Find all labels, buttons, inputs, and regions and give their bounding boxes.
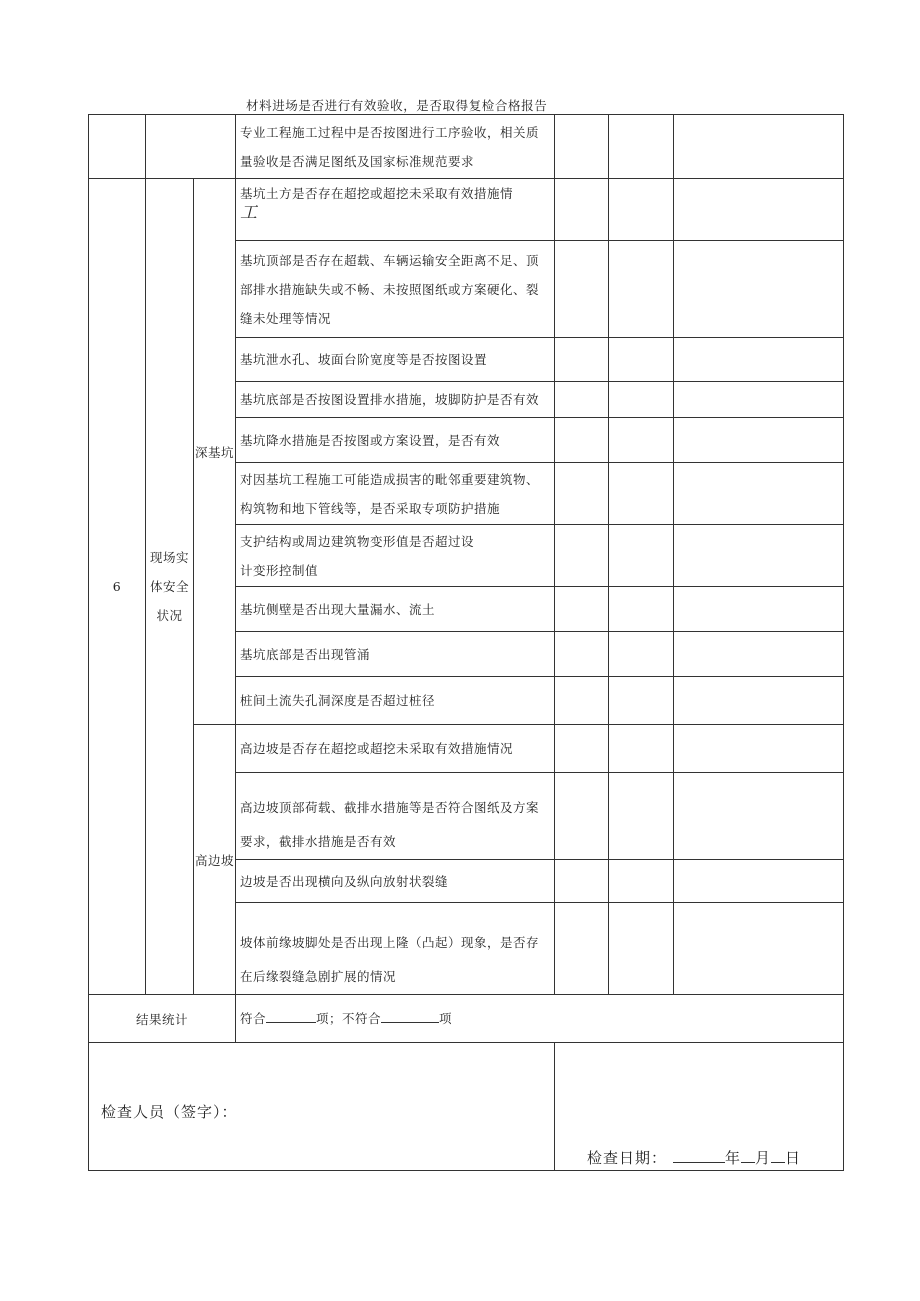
pass-cell[interactable] — [555, 418, 609, 463]
remark-cell[interactable] — [674, 115, 844, 179]
fail-label: 项；不符合 — [316, 1011, 382, 1026]
fail-cell[interactable] — [609, 525, 674, 587]
date-day-blank[interactable] — [771, 1150, 785, 1163]
item-unit-label: 项 — [439, 1011, 453, 1026]
check-item — [236, 179, 555, 241]
signature-row — [89, 1043, 844, 1171]
fail-count-blank[interactable] — [381, 1010, 439, 1023]
date-month: 月 — [755, 1149, 772, 1167]
pass-cell[interactable] — [555, 632, 609, 677]
check-item: 坡体前缘坡脚处是否出现上隆（凸起）现象，是否存在后缘裂缝急剧扩展的情况 — [236, 903, 555, 995]
no-cell — [89, 115, 146, 179]
pass-label: 符合 — [240, 1011, 267, 1026]
fail-cell[interactable] — [609, 241, 674, 338]
pass-cell[interactable] — [555, 773, 609, 860]
section-title: 现场实体安全状况 — [146, 179, 194, 995]
remark-cell[interactable] — [674, 773, 844, 860]
pass-cell[interactable] — [555, 860, 609, 903]
pass-cell[interactable] — [555, 587, 609, 632]
pass-cell[interactable] — [555, 525, 609, 587]
check-item: 边坡是否出现横向及纵向放射状裂缝 — [236, 860, 555, 903]
check-item: 对因基坑工程施工可能造成损害的毗邻重要建筑物、构筑物和地下管线等，是否采取专项防护措施 — [236, 463, 555, 525]
handwritten-note: 工 — [240, 203, 258, 223]
remark-cell[interactable] — [674, 677, 844, 725]
remark-cell[interactable] — [674, 525, 844, 587]
fail-cell[interactable] — [609, 418, 674, 463]
fail-cell[interactable] — [609, 382, 674, 418]
inspection-date — [587, 1147, 801, 1168]
fail-cell[interactable] — [609, 463, 674, 525]
result-label: 结果统计 — [89, 995, 236, 1043]
date-year: 年 — [725, 1149, 742, 1167]
check-item: 专业工程施工过程中是否按图进行工序验收，相关质量验收是否满足图纸及国家标准规范要求 — [236, 115, 555, 179]
pass-cell[interactable] — [555, 241, 609, 338]
remark-cell[interactable] — [674, 860, 844, 903]
table-row — [89, 115, 844, 179]
remark-cell[interactable] — [674, 587, 844, 632]
pass-count-blank[interactable] — [266, 1010, 316, 1023]
fail-cell[interactable] — [609, 903, 674, 995]
pass-cell[interactable] — [555, 338, 609, 382]
remark-cell[interactable] — [674, 338, 844, 382]
table-row — [89, 725, 844, 773]
result-row — [89, 995, 844, 1043]
inspector-label: 检查人员（签字）： — [101, 1103, 238, 1121]
remark-cell[interactable] — [674, 725, 844, 773]
subsection-deep-pit: 深基坑 — [194, 179, 236, 725]
fail-cell[interactable] — [609, 115, 674, 179]
subsection-high-slope: 高边坡 — [194, 725, 236, 995]
fail-cell[interactable] — [609, 338, 674, 382]
remark-cell[interactable] — [674, 903, 844, 995]
date-label: 检查日期： — [587, 1149, 668, 1167]
pass-cell[interactable] — [555, 677, 609, 725]
date-year-blank[interactable] — [673, 1150, 725, 1163]
inspector-signature-cell[interactable] — [89, 1043, 555, 1171]
pass-cell[interactable] — [555, 903, 609, 995]
section-number: 6 — [89, 179, 146, 995]
pass-cell[interactable] — [555, 725, 609, 773]
fail-cell[interactable] — [609, 677, 674, 725]
date-day: 日 — [785, 1149, 802, 1167]
check-item: 基坑底部是否出现管涌 — [236, 632, 555, 677]
previous-row-text: 材料进场是否进行有效验收，是否取得复检合格报告 — [246, 98, 548, 113]
fail-cell[interactable] — [609, 587, 674, 632]
remark-cell[interactable] — [674, 179, 844, 241]
check-item: 高边坡是否存在超挖或超挖未采取有效措施情况 — [236, 725, 555, 773]
check-item: 基坑泄水孔、坡面台阶宽度等是否按图设置 — [236, 338, 555, 382]
date-month-blank[interactable] — [741, 1150, 755, 1163]
check-item: 基坑侧壁是否出现大量漏水、流土 — [236, 587, 555, 632]
remark-cell[interactable] — [674, 632, 844, 677]
fail-cell[interactable] — [609, 860, 674, 903]
category-cell — [146, 115, 236, 179]
check-item: 高边坡顶部荷载、截排水措施等是否符合图纸及方案要求，截排水措施是否有效 — [236, 773, 555, 860]
remark-cell[interactable] — [674, 463, 844, 525]
remark-cell[interactable] — [674, 418, 844, 463]
pass-cell[interactable] — [555, 463, 609, 525]
inspection-table — [88, 114, 844, 1171]
table-row — [89, 179, 844, 241]
check-item-text: 基坑土方是否存在超挖或超挖未采取有效措施情 — [240, 186, 514, 201]
fail-cell[interactable] — [609, 725, 674, 773]
pass-cell[interactable] — [555, 179, 609, 241]
fail-cell[interactable] — [609, 179, 674, 241]
check-item: 桩间土流失孔洞深度是否超过桩径 — [236, 677, 555, 725]
check-item: 基坑顶部是否存在超载、车辆运输安全距离不足、顶部排水措施缺失或不畅、未按照图纸或方案硬化、裂缝未处理等情况 — [236, 241, 555, 338]
check-item: 基坑底部是否按图设置排水措施，坡脚防护是否有效 — [236, 382, 555, 418]
pass-cell[interactable] — [555, 115, 609, 179]
pass-cell[interactable] — [555, 382, 609, 418]
fail-cell[interactable] — [609, 632, 674, 677]
check-item: 基坑降水措施是否按图或方案设置，是否有效 — [236, 418, 555, 463]
remark-cell[interactable] — [674, 241, 844, 338]
check-item: 支护结构或周边建筑物变形值是否超过设计变形控制值 — [236, 525, 555, 587]
inspection-date-cell[interactable] — [555, 1043, 844, 1171]
result-summary — [236, 995, 844, 1043]
fail-cell[interactable] — [609, 773, 674, 860]
remark-cell[interactable] — [674, 382, 844, 418]
